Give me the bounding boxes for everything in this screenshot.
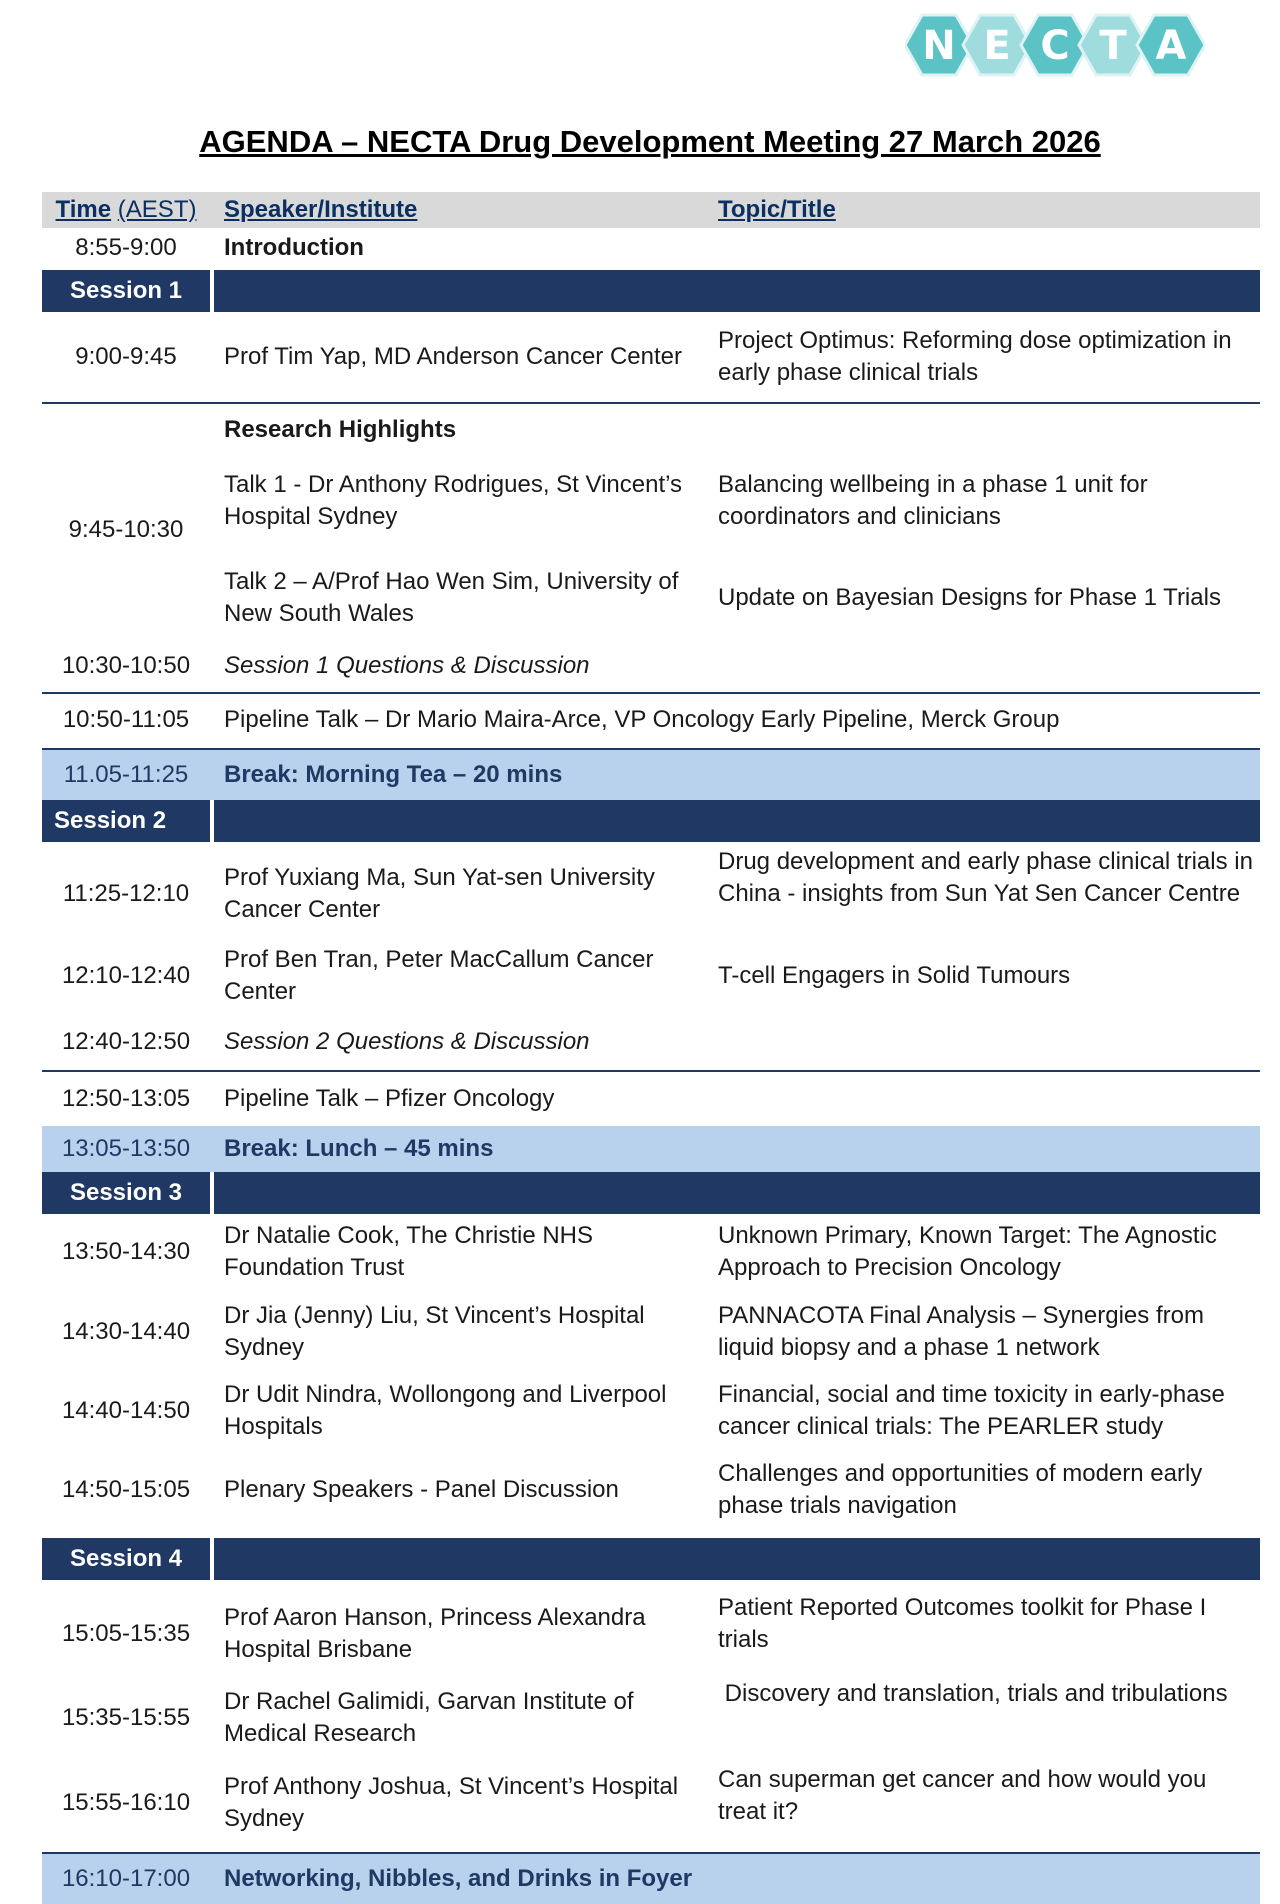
session-header [42, 1538, 1260, 1580]
session-label: Session 4 [69, 1545, 183, 1572]
session-divider [210, 1538, 214, 1580]
session-header [42, 1172, 1260, 1214]
session-divider [210, 800, 214, 842]
table-row [42, 1452, 1260, 1538]
row-time: 9:45-10:30 [68, 516, 184, 543]
row-time: 11.05-11:25 [63, 761, 189, 788]
row-time: 9:00-9:45 [75, 343, 177, 370]
row-speaker: Session 2 Questions & Discussion [224, 1028, 590, 1055]
table-row [42, 1072, 1260, 1126]
break-row [42, 1126, 1260, 1172]
table-row [42, 1752, 1260, 1854]
table-row [42, 1018, 1260, 1072]
row-speaker: Plenary Speakers - Panel Discussion [224, 1476, 619, 1503]
row-time: 14:50-15:05 [61, 1476, 191, 1503]
row-time: 11:25-12:10 [62, 880, 190, 907]
session-divider [210, 270, 214, 312]
row-speaker: Prof Yuxiang Ma, Sun Yat-sen University Cancer Center [224, 864, 655, 923]
row-speaker: Pipeline Talk – Dr Mario Maira-Arce, VP Oncology Early Pipeline, Merck Group [224, 706, 1060, 733]
row-time: 15:55-16:10 [61, 1789, 191, 1816]
row-speaker: Dr Natalie Cook, The Christie NHS Foundation Trust [224, 1222, 594, 1281]
row-time: 8:55-9:00 [75, 234, 177, 261]
table-row [42, 842, 1260, 942]
row-speaker: Dr Jia (Jenny) Liu, St Vincent’s Hospital Sydney [224, 1302, 645, 1361]
row-time: 15:35-15:55 [61, 1704, 191, 1731]
logo-letter: N [922, 23, 956, 69]
session-divider [210, 1172, 214, 1214]
row-time: 10:50-11:05 [62, 706, 190, 733]
row-time: 10:30-10:50 [61, 652, 191, 679]
break-row [42, 750, 1260, 800]
table-row [42, 1214, 1260, 1294]
table-row [42, 1373, 1260, 1452]
row-time: 12:10-12:40 [61, 962, 191, 989]
table-row [42, 312, 1260, 404]
row-topic: Financial, social and time toxicity in early-phase cancer clinical trials: The PEARLER study [718, 1381, 1225, 1440]
logo-letter: A [1155, 23, 1187, 69]
row-topic: PANNACOTA Final Analysis – Synergies from liquid biopsy and a phase 1 network [718, 1302, 1204, 1361]
row-time: 12:40-12:50 [61, 1028, 191, 1055]
row-topic: Project Optimus: Reforming dose optimization in early phase clinical trials [718, 327, 1232, 386]
row-speaker: Talk 2 – A/Prof Hao Wen Sim, University of New South Wales [224, 568, 679, 627]
session-header [42, 270, 1260, 312]
table-row [42, 1580, 1260, 1668]
necta-logo [905, 0, 1205, 90]
page-title: AGENDA – NECTA Drug Development Meeting 27 March 2026 [199, 124, 1101, 159]
row-topic: Balancing wellbeing in a phase 1 unit for coordinators and clinicians [718, 471, 1148, 530]
header-time: Time (AEST) [55, 196, 197, 223]
row-time: 14:40-14:50 [61, 1397, 191, 1424]
row-speaker: Session 1 Questions & Discussion [224, 652, 590, 679]
header-topic: Topic/Title [718, 196, 836, 223]
table-row [42, 644, 1260, 694]
header-speaker: Speaker/Institute [224, 196, 418, 223]
row-speaker: Dr Rachel Galimidi, Garvan Institute of Medical Research [224, 1688, 634, 1747]
row-time: 14:30-14:40 [61, 1318, 191, 1345]
table-row [42, 942, 1260, 1018]
logo-letter: E [983, 23, 1011, 69]
agenda-table [42, 192, 1260, 1904]
table-row [42, 694, 1260, 750]
row-topic: Can superman get cancer and how would you treat it? [718, 1766, 1207, 1825]
table-row [42, 228, 1260, 270]
logo-letter: C [1040, 23, 1070, 69]
row-speaker: Prof Aaron Hanson, Princess Alexandra Hospital Brisbane [224, 1604, 646, 1663]
table-row [42, 1668, 1260, 1752]
table-row [42, 1294, 1260, 1373]
row-topic: Unknown Primary, Known Target: The Agnostic Approach to Precision Oncology [718, 1222, 1217, 1281]
row-speaker: Talk 1 - Dr Anthony Rodrigues, St Vincent’s Hospital Sydney [224, 471, 683, 530]
row-time: 12:50-13:05 [61, 1085, 191, 1112]
session-header [42, 800, 1260, 842]
research-highlights-heading: Research Highlights [224, 416, 457, 443]
row-time: 16:10-17:00 [61, 1865, 191, 1892]
session-label: Session 3 [69, 1179, 183, 1206]
row-speaker: Dr Udit Nindra, Wollongong and Liverpool Hospitals [224, 1381, 667, 1440]
row-time: 15:05-15:35 [61, 1620, 191, 1647]
table-row [42, 404, 1260, 644]
row-speaker: Pipeline Talk – Pfizer Oncology [224, 1085, 555, 1112]
row-speaker: Prof Anthony Joshua, St Vincent’s Hospital Sydney [224, 1773, 679, 1832]
row-topic: Drug development and early phase clinical trials in China - insights from Sun Yat Sen Cancer Centre [718, 848, 1253, 907]
session-label: Session 2 [54, 807, 167, 834]
break-row [42, 1854, 1260, 1904]
session-label: Session 1 [69, 277, 183, 304]
logo-letter: T [1099, 23, 1127, 69]
row-topic: Update on Bayesian Designs for Phase 1 Trials [718, 584, 1221, 611]
break-label: Networking, Nibbles, and Drinks in Foyer [224, 1865, 693, 1892]
break-label: Break: Lunch – 45 mins [224, 1135, 494, 1162]
break-label: Break: Morning Tea – 20 mins [224, 761, 563, 788]
table-header [42, 192, 1260, 228]
row-topic: Challenges and opportunities of modern early phase trials navigation [718, 1460, 1203, 1519]
row-speaker: Introduction [224, 234, 364, 261]
row-topic: T-cell Engagers in Solid Tumours [718, 962, 1071, 989]
row-speaker: Prof Tim Yap, MD Anderson Cancer Center [224, 343, 682, 370]
row-speaker: Prof Ben Tran, Peter MacCallum Cancer Center [224, 946, 654, 1005]
row-time: 13:50-14:30 [61, 1238, 191, 1265]
row-topic: Discovery and translation, trials and tribulations [718, 1680, 1228, 1707]
row-time: 13:05-13:50 [61, 1135, 191, 1162]
row-topic: Patient Reported Outcomes toolkit for Phase I trials [718, 1594, 1207, 1653]
